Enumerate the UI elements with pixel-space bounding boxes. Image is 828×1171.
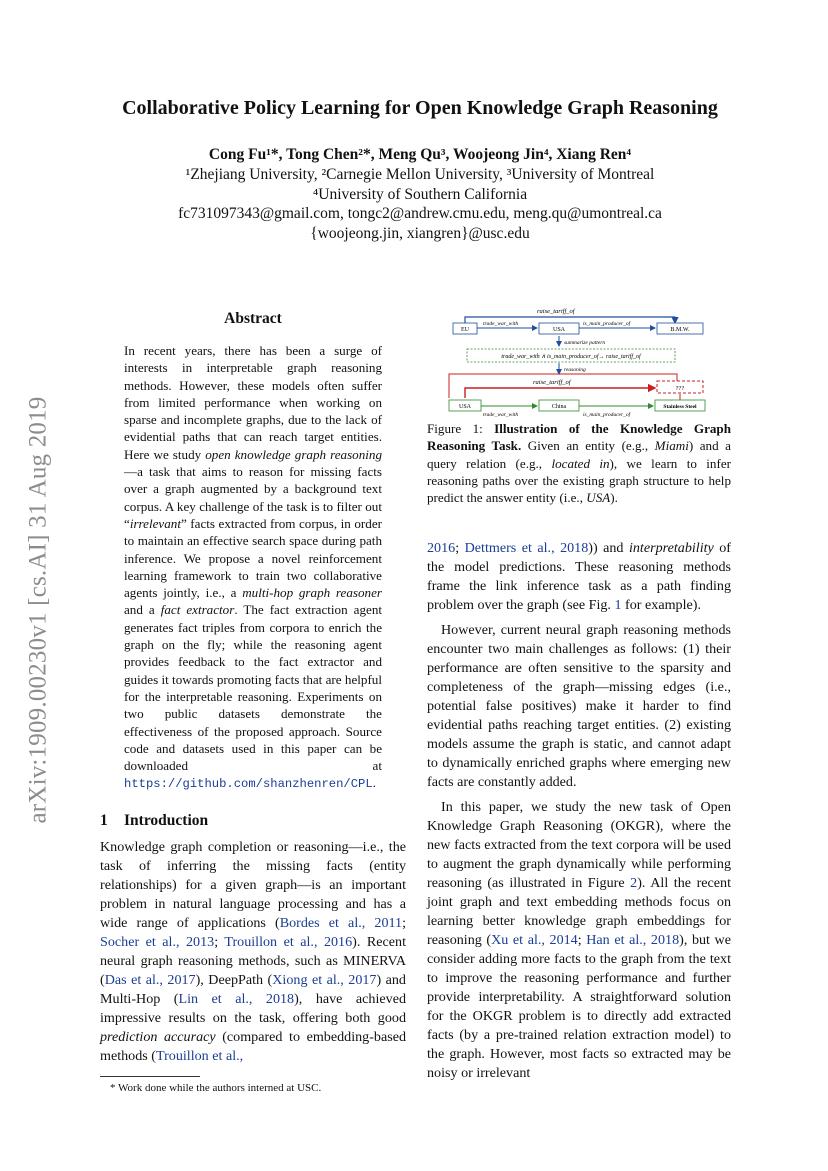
- caption-emphasis: located in: [551, 455, 610, 471]
- citation-link[interactable]: Lin et al., 2018: [178, 990, 295, 1007]
- author-list: Cong Fu¹*, Tong Chen²*, Meng Qu³, Woojeong Jin⁴, Xiang Ren⁴: [208, 146, 632, 163]
- text-run: ), but we consider adding more facts to the graph from the text to improve the reasoning performance and further provide interpretability. A straightforward solution for the OKGR problem is to directly add extracted facts (by a pre-trained relation extraction model) to the graph. However, most facts so extracted may be noisy or irrelevant: [427, 932, 731, 1082]
- edge-inferred-outline: [449, 374, 677, 398]
- text-run: ;: [577, 932, 587, 949]
- edge-inferred-raise-tariff: [465, 388, 655, 398]
- abstract-run: .: [372, 775, 376, 791]
- node-label: Stainless Steel: [663, 404, 697, 410]
- caption-emphasis: USA: [586, 490, 611, 506]
- citation-link[interactable]: Dettmers et al., 2018: [464, 540, 589, 557]
- text-run: ). Recent neural graph reasoning methods, such as MINERVA (: [100, 933, 406, 988]
- text-emphasis: interpretability: [628, 540, 714, 557]
- intro-paragraph-2: However, current neural graph reasoning methods encounter two main challenges as follows: (1) their performance are often sensitive to the sparsity and completeness of the graph—missing edges (i.e., potential false positives) make it harder to find evidential paths reaching target entities. (2) existing models assume the graph is static, and cannot adapt to dynamically enriched graphs where emerging new facts are constantly added.: [427, 622, 731, 791]
- node-label: USA: [458, 404, 472, 410]
- figure-1-caption: [427, 420, 731, 506]
- text-run: ;: [402, 914, 406, 931]
- footnote-divider: [100, 1076, 200, 1077]
- citation-link[interactable]: Xiong et al., 2017: [272, 971, 377, 988]
- abstract-run: . The fact extraction agent generates fact triples from corpora to enrich the graph on the fly; while the reasoning agent provides feedback to the fact extractor and guides it towards promoting facts that are helpful for the interpretable reasoning. Experiments on two public datasets demonstrate the effectiveness of the proposed approach. Source code and datasets used in this paper can be downloaded at: [124, 602, 382, 774]
- section-number: 1: [100, 811, 108, 829]
- citation-link[interactable]: Socher et al., 2013: [100, 933, 215, 950]
- abstract-emphasis: fact extractor: [160, 602, 235, 618]
- text-run: ). All the recent joint graph and text embedding methods focus on learning better knowledge graph embeddings for reasoning (: [427, 875, 731, 949]
- edge-label: raise_tariff_of: [537, 308, 575, 315]
- text-run: of the model predictions. These reasoning methods frame the link inference task as a path finding problem over the graph (see Fig.: [427, 540, 731, 614]
- citation-link[interactable]: Xu et al., 2014: [491, 932, 578, 949]
- intro-paragraph-1: [100, 838, 406, 1066]
- edge-label: trade_war_with: [483, 412, 519, 418]
- abstract-heading: Abstract: [224, 310, 282, 327]
- abstract-run: ” facts extracted from corpus, in order to maintain an effective search space during path inference. We propose a novel reinforcement learning framework to train two collaborative agents jointly, i.e., a: [124, 515, 382, 601]
- caption-run: ), we learn to infer reasoning paths over the existing graph structure to help predict the answer entity (i.e.,: [427, 455, 731, 506]
- pattern-rule: trade_war_with ∧ is_main_producer_of→ raise_tariff_of: [501, 354, 641, 360]
- text-run: ) and Multi-Hop (: [100, 971, 406, 1007]
- abstract-emphasis: open knowledge graph reasoning: [205, 446, 382, 462]
- email-line-1: fc731097343@gmail.com, tongc2@andrew.cmu.edu, meng.qu@umontreal.ca: [178, 205, 662, 222]
- edge-label: is_main_producer_of: [583, 412, 631, 418]
- arxiv-stamp: [20, 365, 56, 855]
- citation-link[interactable]: Trouillon et al.,: [155, 1047, 244, 1064]
- text-run: In this paper, we study the new task of Open Knowledge Graph Reasoning (OKGR), where the new facts extracted from the text corpora will be used to augment the graph dynamically while performing reasoning (as illustrated in Figure: [427, 799, 731, 892]
- step-label: reasoning: [564, 367, 586, 373]
- abstract-text: [100, 342, 406, 794]
- node-label: ???: [675, 385, 685, 392]
- step-label: summarize pattern: [564, 340, 606, 346]
- text-run: ), DeepPath (: [195, 971, 273, 988]
- citation-link[interactable]: 2016: [427, 540, 456, 557]
- kg-reasoning-illustration: [427, 308, 731, 420]
- edge-label: is_main_producer_of: [583, 321, 631, 327]
- section-heading-introduction: [100, 812, 406, 830]
- figure-reference-link[interactable]: 2: [630, 875, 638, 892]
- text-run: ), have achieved impressive results on the task, offering both good: [100, 990, 406, 1026]
- node-label: China: [551, 404, 567, 410]
- paper-header: [80, 95, 760, 243]
- footnote: * Work done while the authors interned at USC.: [110, 1081, 322, 1094]
- edge-label: trade_war_with: [483, 321, 519, 327]
- text-run: ;: [214, 933, 225, 950]
- figure-reference-link[interactable]: 1: [614, 597, 622, 614]
- abstract-emphasis: irrelevant: [129, 515, 181, 531]
- abstract-run: —a task that aims to reason for missing facts over a graph augmented by a background text corpus. A key challenge of the task is to filter out “: [124, 464, 382, 531]
- caption-run: ) and a query relation (e.g.,: [427, 438, 731, 471]
- caption-title: Illustration of the Knowledge Graph Reasoning Task.: [427, 421, 731, 454]
- text-run: )) and: [588, 540, 629, 557]
- node-label: USA: [552, 327, 566, 333]
- paper-title: Collaborative Policy Learning for Open Knowledge Graph Reasoning: [122, 97, 718, 119]
- figure-1-diagram: [427, 308, 731, 420]
- node-label: B.M.W.: [670, 327, 690, 333]
- intro-paragraph-3: [427, 798, 731, 1083]
- text-run: for example).: [621, 597, 701, 614]
- abstract-emphasis: multi-hop graph reasoner: [242, 585, 382, 601]
- left-column: [100, 308, 406, 1095]
- affiliation-line-2: ⁴University of Southern California: [312, 185, 528, 203]
- intro-paragraph-1-continued: [427, 539, 731, 615]
- abstract-run: In recent years, there has been a surge of interests in interpretable graph reasoning methods. However, these models often suffer from limited performance when working on sparse and incomplete graphs, due to the lack of evidential paths that can reach target entities. Here we study: [124, 343, 382, 462]
- section-title-text: Introduction: [124, 811, 209, 829]
- caption-emphasis: Miami: [654, 438, 689, 454]
- right-column: [427, 308, 731, 1083]
- citation-link[interactable]: Das et al., 2017: [104, 971, 196, 988]
- email-line-2: {woojeong.jin, xiangren}@usc.edu: [310, 224, 530, 242]
- text-run: (compared to embedding-based methods (: [100, 1028, 407, 1064]
- text-run: Knowledge graph completion or reasoning—i.e., the task of inferring the missing facts (entity relationships) for a given graph—is an important problem in natural language processing and has a wide range of applications (: [100, 838, 406, 931]
- caption-run: ).: [610, 490, 618, 506]
- text-run: ;: [455, 540, 465, 557]
- arxiv-stamp-text: arXiv:1909.00230v1 [cs.AI] 31 Aug 2019: [24, 396, 51, 824]
- code-link[interactable]: https://github.com/shanzhenren/CPL: [124, 777, 373, 792]
- citation-link[interactable]: Han et al., 2018: [586, 932, 680, 949]
- citation-link[interactable]: Bordes et al., 2011: [279, 914, 403, 931]
- caption-label: Figure 1:: [427, 421, 495, 436]
- node-label: EU: [461, 327, 469, 333]
- edge-label: raise_tariff_of: [533, 379, 571, 386]
- text-emphasis: prediction accuracy: [100, 1028, 216, 1045]
- caption-run: Given an entity (e.g.,: [521, 438, 655, 454]
- affiliation-line-1: ¹Zhejiang University, ²Carnegie Mellon University, ³University of Montreal: [185, 166, 655, 183]
- citation-link[interactable]: Trouillon et al., 2016: [224, 933, 353, 950]
- abstract-run: and a: [124, 602, 161, 618]
